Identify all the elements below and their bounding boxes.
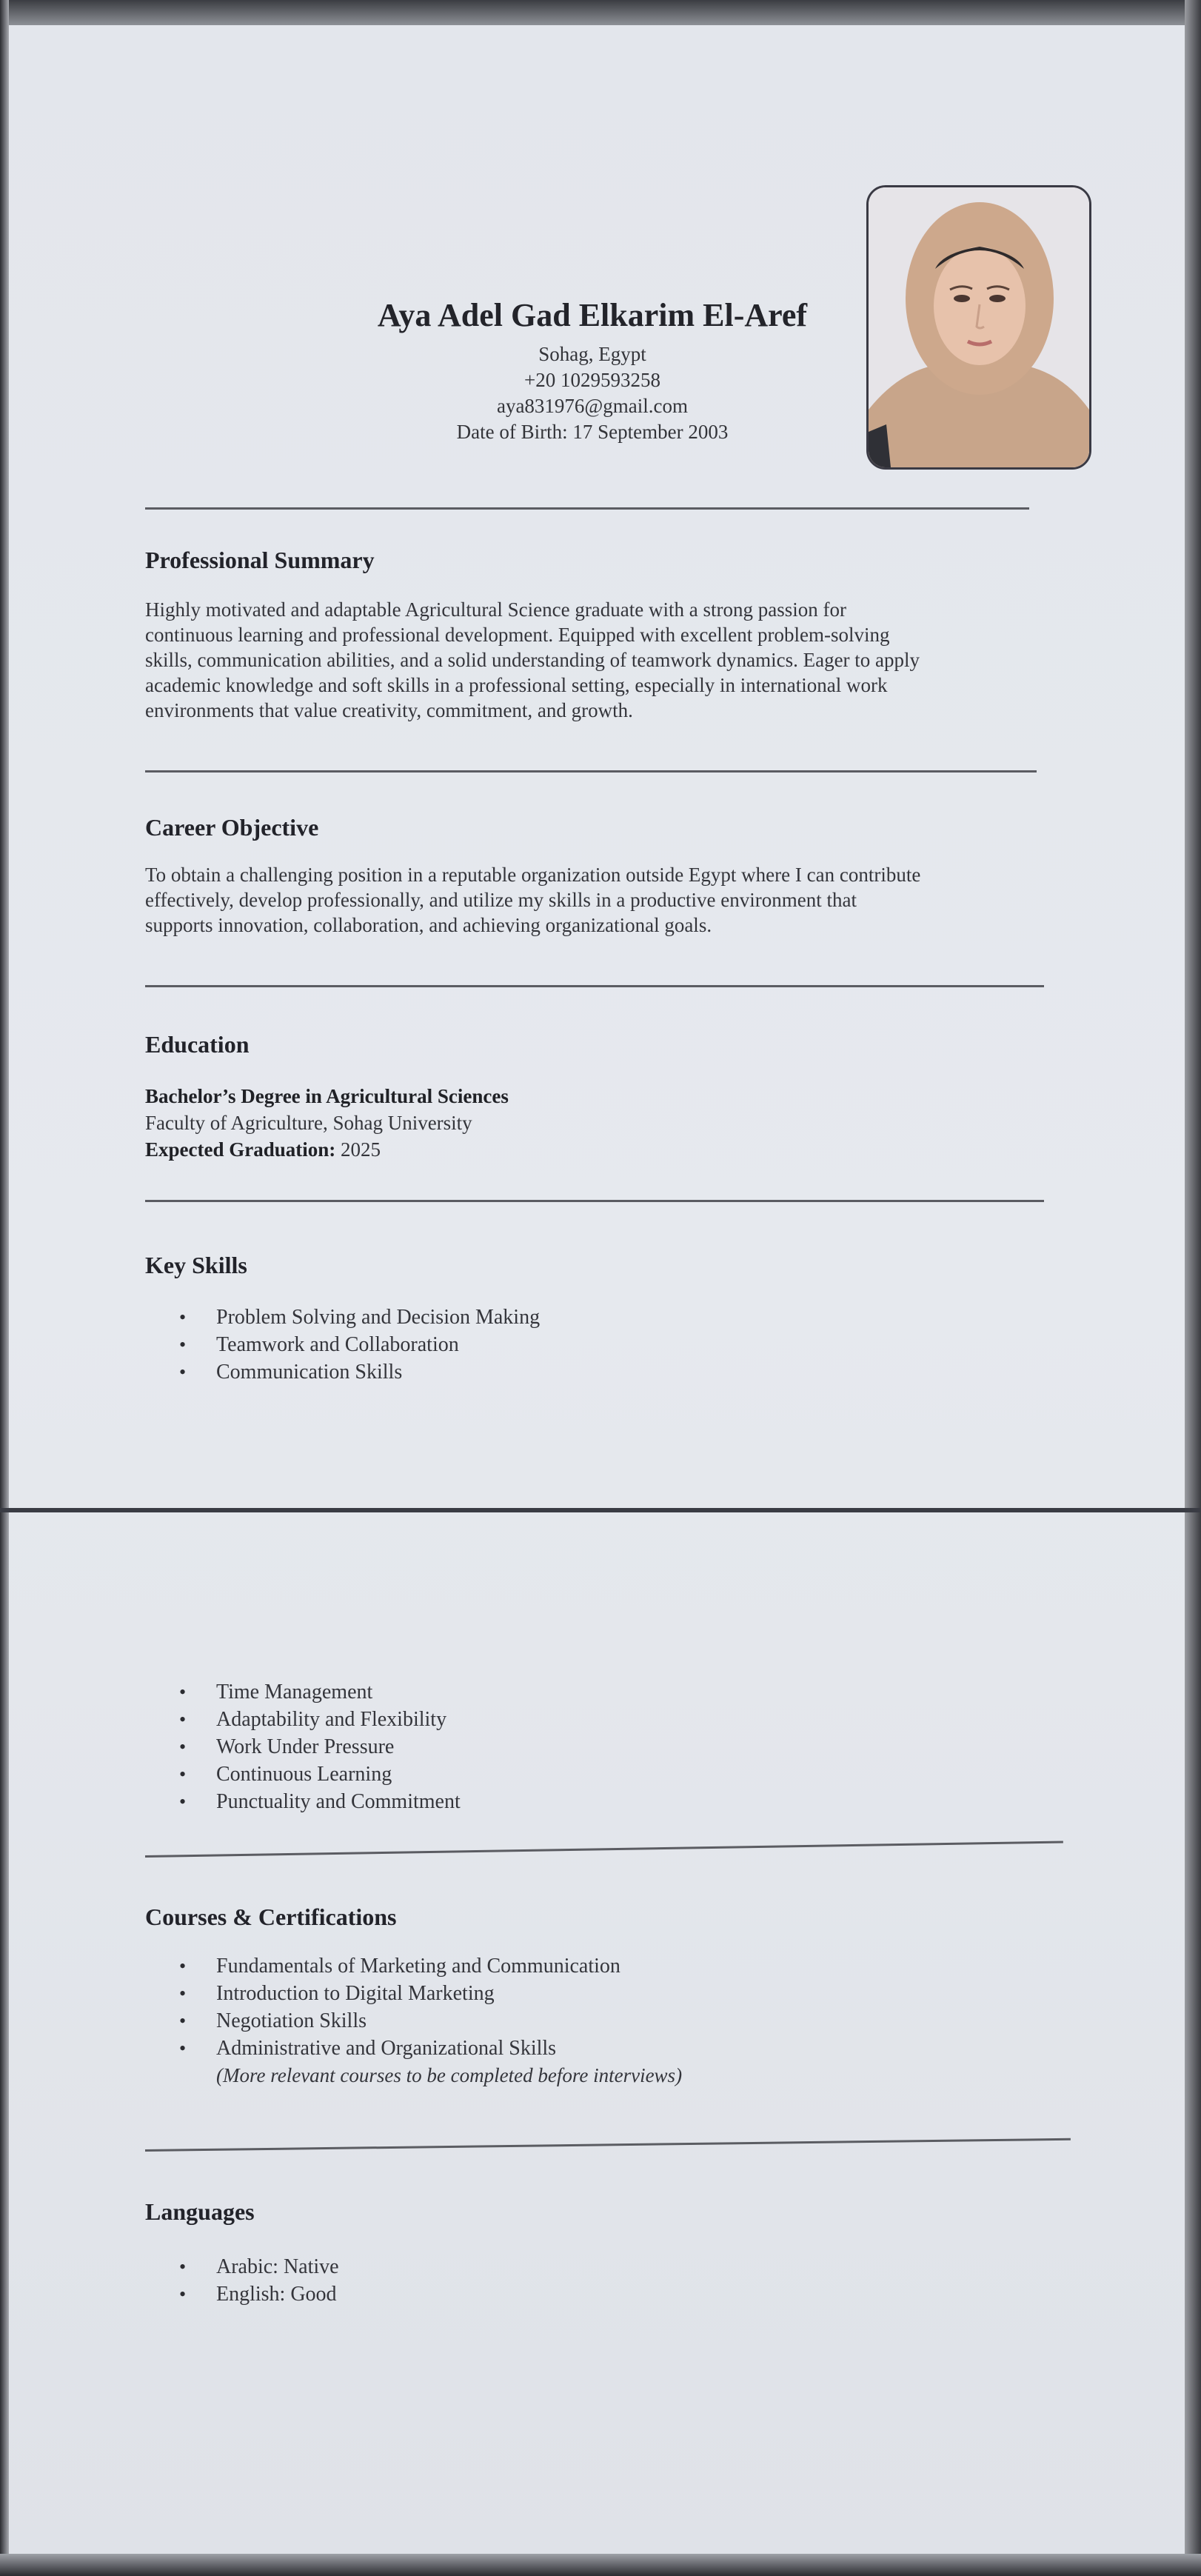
list-item: • Administrative and Organizational Skills bbox=[145, 2035, 1063, 2062]
summary-line: Highly motivated and adaptable Agricultural Science graduate with a strong passion for bbox=[145, 598, 846, 621]
languages-list bbox=[145, 2253, 812, 2308]
education-entry bbox=[145, 1083, 509, 1163]
summary-line: continuous learning and professional development. Equipped with excellent problem-solving bbox=[145, 624, 890, 646]
summary-line: skills, communication abilities, and a solid understanding of teamwork dynamics. Eager to apply bbox=[145, 649, 920, 671]
section-title-key-skills: Key Skills bbox=[145, 1252, 247, 1278]
divider bbox=[145, 507, 1029, 510]
list-item: • Time Management bbox=[145, 1678, 1034, 1706]
objective-line: To obtain a challenging position in a reputable organization outside Egypt where I can contribute bbox=[145, 864, 921, 886]
list-item: • Punctuality and Commitment bbox=[145, 1788, 1034, 1815]
section-title-career-objective: Career Objective bbox=[145, 814, 319, 841]
email: aya831976@gmail.com bbox=[496, 395, 689, 417]
divider bbox=[145, 1200, 1044, 1202]
photo-frame-bottom bbox=[0, 2554, 1201, 2576]
date-of-birth: Date of Birth: 17 September 2003 bbox=[456, 421, 729, 443]
list-item: • Work Under Pressure bbox=[145, 1733, 1034, 1761]
courses-list bbox=[145, 1952, 1063, 2089]
divider bbox=[145, 985, 1044, 987]
list-item: • Negotiation Skills bbox=[145, 2007, 1063, 2035]
section-title-education: Education bbox=[145, 1031, 250, 1058]
photo-frame-right bbox=[1185, 0, 1201, 2576]
summary-line: environments that value creativity, commitment, and growth. bbox=[145, 699, 633, 721]
photo-frame-left bbox=[0, 0, 9, 2576]
degree: Bachelor’s Degree in Agricultural Sciences bbox=[145, 1085, 509, 1107]
location: Sohag, Egypt bbox=[538, 343, 646, 365]
courses-note: (More relevant courses to be completed before interviews) bbox=[216, 2064, 683, 2086]
list-item: • Fundamentals of Marketing and Communication bbox=[145, 1952, 1063, 1980]
objective-line: supports innovation, collaboration, and achieving organizational goals. bbox=[145, 914, 712, 936]
list-item: • Arabic: Native bbox=[145, 2253, 812, 2280]
profile-photo-image bbox=[869, 187, 1089, 467]
section-title-professional-summary: Professional Summary bbox=[145, 547, 375, 573]
divider bbox=[145, 770, 1037, 773]
key-skills-list-page2 bbox=[145, 1678, 1034, 1815]
phone: +20 1029593258 bbox=[524, 369, 660, 391]
faculty: Faculty of Agriculture, Sohag University bbox=[145, 1112, 472, 1134]
divider bbox=[145, 2138, 1071, 2152]
list-item: • Communication Skills bbox=[145, 1358, 1034, 1386]
list-item: • Introduction to Digital Marketing bbox=[145, 1980, 1063, 2007]
candidate-name: Aya Adel Gad Elkarim El-Aref bbox=[377, 297, 808, 333]
graduation-label: Expected Graduation: bbox=[145, 1138, 336, 1161]
graduation-year: 2025 bbox=[341, 1138, 381, 1161]
career-objective-text bbox=[145, 862, 1063, 938]
section-title-languages: Languages bbox=[145, 2198, 255, 2225]
list-item: • Adaptability and Flexibility bbox=[145, 1706, 1034, 1733]
list-item: • English: Good bbox=[145, 2280, 812, 2308]
list-item: • Problem Solving and Decision Making bbox=[145, 1304, 1034, 1331]
section-title-courses: Courses & Certifications bbox=[145, 1903, 397, 1930]
divider bbox=[145, 1841, 1063, 1858]
photo-frame-top bbox=[0, 0, 1201, 25]
page-break-divider bbox=[0, 1508, 1201, 1512]
summary-line: academic knowledge and soft skills in a professional setting, especially in international work bbox=[145, 674, 888, 696]
list-item: • Teamwork and Collaboration bbox=[145, 1331, 1034, 1358]
list-item: • Continuous Learning bbox=[145, 1761, 1034, 1788]
profile-photo bbox=[866, 185, 1091, 470]
objective-line: effectively, develop professionally, and utilize my skills in a productive environment that bbox=[145, 889, 857, 911]
resume-header bbox=[326, 296, 859, 445]
professional-summary-text bbox=[145, 597, 1056, 723]
key-skills-list-page1 bbox=[145, 1304, 1034, 1386]
